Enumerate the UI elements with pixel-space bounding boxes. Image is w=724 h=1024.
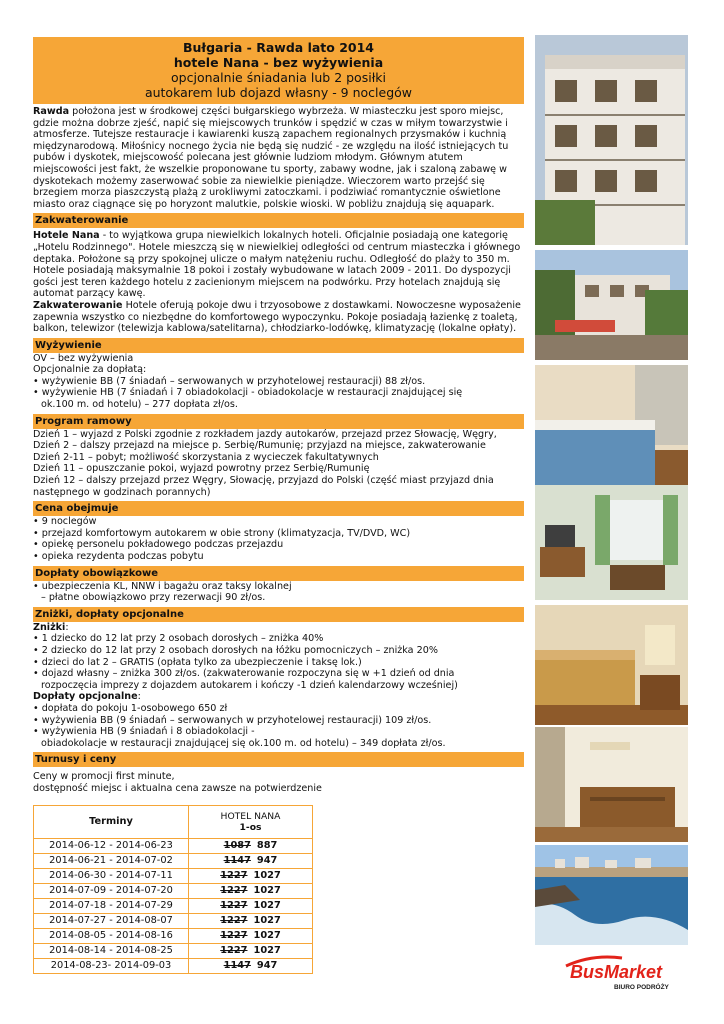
price-cell (189, 958, 313, 973)
term-cell: 2014-07-09 - 2014-07-20 (34, 883, 189, 898)
intro-paragraph (33, 106, 524, 210)
table-row (34, 958, 313, 973)
new-price: 887 (256, 840, 278, 851)
price-cell (189, 883, 313, 898)
optional-line: • wyżywienia HB (9 śniadań i 8 obiadokolacji - (33, 726, 255, 738)
program-line: Dzień 11 – opuszczanie pokoi, wyjazd powrotny przez Serbię/Rumunię (33, 463, 370, 475)
sea-coast-photo (535, 845, 688, 945)
title-line-1: Bułgaria - Rawda lato 2014 (183, 40, 374, 55)
included-line: • opiekę personelu pokładowego podczas przejazdu (33, 539, 284, 551)
header-hotel (189, 805, 313, 838)
hotel-text: - to wyjątkowa grupa niewielkich lokalnych hoteli. Oficjalnie posiadają one kategorię „Hotelu Rodzinnego". Hotele mieszczą się w niewielkiej odległości od centrum miasteczka i głównego deptaka. Położone są przy spokojnej ulicze o małym natężeniu ruchu. Odległość do plaży to 350 m. Hotele posiadają maksymalnie 18 pokoi i zostały wybudowane w latach 2009 - 2011. Do dyspozycji gości jest teren każdego hotelu z zacienionym miejscem na podwórku. Przy hotelach znajdują się automat parzący kawę. (33, 230, 521, 300)
room-text: Hotele oferują pokoje dwu i trzyosobowe z dostawkami. Nowoczesne wyposażenie zapewnia wszystko co niezbędne do komfortowego wypoczynku. Pokoje posiadają łazienkę z toaletą, balkon, telewizor (telewizja kablowa/satelitarna), chłodziarko-lodówkę, klimatyzację (lokalne opłaty). (33, 299, 521, 335)
intro-bold: Rawda (33, 106, 70, 117)
room-paragraph (33, 300, 524, 335)
svg-text:BIURO PODRÓŻY: BIURO PODRÓŻY (614, 984, 669, 991)
new-price: 1027 (253, 915, 281, 926)
table-row (34, 838, 313, 853)
table-row (34, 868, 313, 883)
term-cell: 2014-06-30 - 2014-07-11 (34, 868, 189, 883)
price-table (33, 805, 313, 974)
discounts-label-line: Zniżki: (33, 621, 69, 633)
term-cell: 2014-08-05 - 2014-08-16 (34, 928, 189, 943)
hotel-paragraph (33, 230, 524, 300)
program-line: Dzień 1 – wyjazd z Polski zgodnie z rozkładem jazdy autokarów, przejazd przez Słowację, Węgry, (33, 428, 497, 440)
section-turnusy-heading: Turnusy i ceny (33, 752, 524, 767)
intro-text: położona jest w środkowej części bułgarskiego wybrzeża. W miasteczku jest sporo miejsc, gdzie można dobrze zjeść, napić się miejscowych trunków i spędzić w czas w miłym towarzystwie i atmosferze. Tutejsze restauracje i kawiarenki kuszą zapachem regionalnych przysmaków i kuchnią międzynarodową. Miłośnicy nocnego życia nie będą się nudzić - ze względu na ilość istniejących tu pubów i dyskotek, miejscowość polecana jest głównie ludziom młodym. Głównym atutem miejscowości jest fakt, że wszelkie proponowane tu sporty, zabawy wodne, jak i szaloną zabawę w dyskotekach możemy zaserwować sobie za niewielkie pieniądze. Wieczorem warto przejść się brzegiem morza piaszczystą plażą z urokliwymi zatoczkami. i podziwiać romantycznie oświetlone miasto oraz ciągnące się po horyzont malutkie, polskie wioski. W pobliżu znajdują się aquapark. (33, 106, 509, 210)
price-table-body (34, 838, 313, 973)
new-price: 1027 (253, 900, 281, 911)
old-price: 1147 (223, 855, 251, 866)
hotel-name: Hotele Nana (33, 230, 100, 242)
offer-header (33, 37, 524, 104)
table-row (34, 943, 313, 958)
svg-text:BusMarket: BusMarket (570, 962, 663, 982)
new-price: 947 (256, 855, 278, 866)
program-line: Dzień 12 – dalszy przejazd przez Węgry, Słowację, przyjazd do Polski (część miast przyjazd dnia (33, 475, 494, 487)
meals-line: • wyżywienie HB (7 śniadań i 7 obiadokolacji - obiadokolacje w restauracji znajdującej się (33, 387, 463, 399)
new-price: 1027 (253, 930, 281, 941)
street-photo (535, 250, 688, 360)
new-price: 1027 (253, 870, 281, 881)
optional-line: • dopłata do pokoju 1-osobowego 650 zł (33, 702, 228, 714)
discount-line: • dzieci do lat 2 – GRATIS (opłata tylko za ubezpieczenie i taksę lok.) (33, 656, 362, 668)
meals-line: Opcjonalnie za dopłatą: (33, 364, 147, 376)
subtitle-line-2: autokarem lub dojazd własny - 9 noclegów (144, 85, 413, 100)
table-header-row (34, 805, 313, 838)
program-line: Dzień 2 – dalszy przejazd na miejsce p. Serbię/Rumunię; przyjazd na miejsce, zakwaterowanie (33, 440, 486, 452)
room-window-photo (535, 485, 688, 600)
main-column (33, 37, 524, 974)
old-price: 1147 (223, 960, 251, 971)
table-row (34, 928, 313, 943)
meals-line: • wyżywienie BB (7 śniadań – serwowanych w przyhotelowej restauracji) 88 zł/os. (33, 375, 426, 387)
table-row (34, 898, 313, 913)
meals-line: ok.100 m. od hotelu) – 277 dopłata zł/os. (41, 399, 238, 411)
term-cell: 2014-06-12 - 2014-06-23 (34, 838, 189, 853)
term-cell: 2014-08-14 - 2014-08-25 (34, 943, 189, 958)
discounts-label: Zniżki (33, 621, 66, 633)
included-line: • 9 noclegów (33, 516, 97, 528)
subtitle-line-1: opcjonalnie śniadania lub 2 posiłki (171, 70, 386, 85)
double-room-photo (535, 605, 688, 725)
included-line: • przejazd komfortowym autokarem w obie strony (klimatyzacja, TV/DVD, WC) (33, 527, 411, 539)
new-price: 1027 (253, 885, 281, 896)
discount-line: • dojazd własny – zniżka 300 zł/os. (zakwaterowanie rozpoczyna się w +1 dzień od dnia (33, 668, 455, 680)
term-cell: 2014-07-27 - 2014-08-07 (34, 913, 189, 928)
mandatory-line: – płatne obowiązkowo przy rezerwacji 90 zł/os. (41, 592, 266, 604)
table-row (34, 883, 313, 898)
busmarket-logo (562, 948, 682, 992)
table-row (34, 853, 313, 868)
discount-line: • 1 dziecko do 12 lat przy 2 osobach dorosłych – zniżka 40% (33, 633, 324, 645)
term-cell: 2014-07-18 - 2014-07-29 (34, 898, 189, 913)
turnusy-line: Ceny w promocji first minute, (33, 771, 175, 783)
program-line: następnego w godzinach porannych) (33, 486, 211, 498)
discount-line: rozpoczęcia imprezy z dojazdem autokarem i kończy -1 dzień kalendarzowy wcześniej) (41, 679, 458, 691)
new-price: 947 (256, 960, 278, 971)
included-line: • opieka rezydenta podczas pobytu (33, 551, 204, 562)
room-furniture-photo (535, 727, 688, 842)
turnusy-line: dostępność miejsc i aktualna cena zawsze na potwierdzenie (33, 782, 322, 794)
old-price: 1227 (220, 885, 248, 896)
price-cell (189, 868, 313, 883)
price-cell (189, 913, 313, 928)
section-accommodation-heading: Zakwaterowanie (33, 213, 524, 228)
title-line-2: hotele Nana - bez wyżywienia (173, 55, 384, 70)
logo-graphic (562, 948, 682, 992)
section-discounts-heading: Zniżki, dopłaty opcjonalne (33, 607, 524, 622)
header-terms: Terminy (34, 805, 189, 838)
section-mandatory-heading: Dopłaty obowiązkowe (33, 566, 524, 581)
term-cell: 2014-06-21 - 2014-07-02 (34, 853, 189, 868)
header-room-type: 1-os (239, 821, 262, 833)
price-cell (189, 838, 313, 853)
old-price: 1227 (220, 930, 248, 941)
price-cell (189, 898, 313, 913)
old-price: 1227 (220, 915, 248, 926)
old-price: 1087 (223, 840, 251, 851)
optional-line: obiadokolacje w restauracji znajdującej się ok.100 m. od hotelu) – 349 dopłata zł/os. (41, 737, 446, 749)
program-line: Dzień 2-11 – pobyt; możliwość skorzystania z wycieczek fakultatywnych (33, 451, 379, 463)
header-hotel-name: HOTEL NANA (220, 810, 281, 822)
optional-label-line: Dopłaty opcjonalne: (33, 691, 141, 703)
old-price: 1227 (220, 945, 248, 956)
old-price: 1227 (220, 870, 248, 881)
section-program-heading: Program ramowy (33, 414, 524, 429)
section-included-heading: Cena obejmuje (33, 501, 524, 516)
old-price: 1227 (220, 900, 248, 911)
optional-label: Dopłaty opcjonalne (33, 691, 138, 703)
new-price: 1027 (253, 945, 281, 956)
hotel-building-photo (535, 35, 688, 245)
room-bold: Zakwaterowanie (33, 299, 123, 311)
term-cell: 2014-08-23- 2014-09-03 (34, 958, 189, 973)
meals-line: OV – bez wyżywienia (33, 352, 134, 364)
section-meals-heading: Wyżywienie (33, 338, 524, 353)
optional-line: • wyżywienia BB (9 śniadań – serwowanych w przyhotelowej restauracji) 109 zł/os. (33, 714, 432, 726)
price-cell (189, 943, 313, 958)
discount-line: • 2 dziecko do 12 lat przy 2 osobach dorosłych na łóżku pomocniczych – zniżka 20% (33, 644, 438, 656)
price-cell (189, 853, 313, 868)
table-row (34, 913, 313, 928)
price-cell (189, 928, 313, 943)
mandatory-line: • ubezpieczenia KL, NNW i bagażu oraz taksy lokalnej (33, 580, 292, 592)
